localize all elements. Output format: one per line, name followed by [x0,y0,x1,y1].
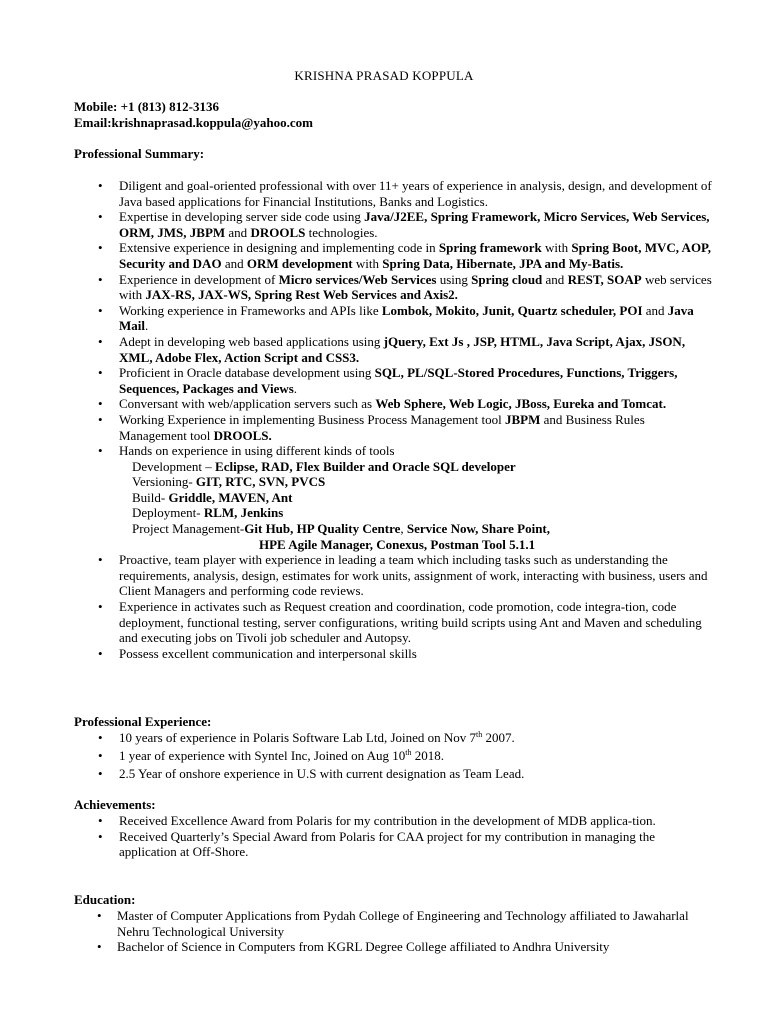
list-item: • 2.5 Year of onshore experience in U.S with current designation as Team Lead. [74,766,714,782]
list-item: • Proficient in Oracle database development using SQL, PL/SQL-Stored Procedures, Functions, Triggers, Sequences, Packages and Views. [74,365,714,396]
summary-list [74,178,714,661]
email-line: Email:krishnaprasad.koppula@yahoo.com [74,115,313,130]
list-item: • Received Quarterly’s Special Award from Polaris for CAA project for my contribution in managing the application at Off-Shore. [74,829,714,860]
achievements-heading: Achievements: [74,797,156,812]
list-item: • Proactive, team player with experience in leading a team which including tasks such as understanding the requirements, analysis, design, estimates for work units, assignment of work, interacting with business, users and Client Managers and performing code reviews. [74,552,714,599]
list-item: • Diligent and goal-oriented professional with over 11+ years of experience in analysis, design, and development of Java based applications for Financial Institutions, Banks and Logistics. [74,178,714,209]
list-item: • 1 year of experience with Syntel Inc, Joined on Aug 10th 2018. [74,748,714,766]
education-list [74,908,714,955]
tools-list: Development – Eclipse, RAD, Flex Builder and Oracle SQL developer Versioning- GIT, RTC, SVN, PVCS Build- Griddle, MAVEN, Ant Deployment- RLM, Jenkins Project Management-Git Hub, HP Quality Centre, Service Now, Share Point, HPE Agile Manager, Conexus, Postman Tool 5.1.1 [132,458,551,552]
tools-item: • Hands on experience in using different kinds of tools Development – Eclipse, RAD, Flex Builder and Oracle SQL developer Versioning- GIT, RTC, SVN, PVCS Build- Griddle, MAVEN, Ant Deployment- RLM, Jenkins Project Management-Git Hub, HP Quality Centre, Service Now, Share Point, HPE Agile Manager, Conexus, Postman Tool 5.1.1 [74,443,714,552]
list-item: • Experience in development of Micro services/Web Services using Spring cloud and REST, SOAP web services with JAX-RS, JAX-WS, Spring Rest Web Services and Axis2. [74,272,714,303]
list-item: • Bachelor of Science in Computers from KGRL Degree College affiliated to Andhra University [74,939,714,955]
list-item: • Extensive experience in designing and implementing code in Spring framework with Spring Boot, MVC, AOP, Security and DAO and ORM development with Spring Data, Hibernate, JPA and My-Batis. [74,240,714,271]
summary-heading: Professional Summary: [74,146,205,161]
achievements-list [74,813,714,860]
list-item: • Adept in developing web based applications using jQuery, Ext Js , JSP, HTML, Java Script, Ajax, JSON, XML, Adobe Flex, Action Script and CSS3. [74,334,714,365]
list-item: • Working experience in Frameworks and APIs like Lombok, Mokito, Junit, Quartz scheduler, POI and Java Mail. [74,303,714,334]
candidate-name: KRISHNA PRASAD KOPPULA [294,68,474,83]
list-item: • Experience in activates such as Request creation and coordination, code promotion, code integra-tion, code deployment, functional testing, server configurations, writing build scripts using Ant and Maven and scheduling and executing jobs on Tivoli job scheduler and Autopsy. [74,599,714,646]
list-item: • Received Excellence Award from Polaris for my contribution in the development of MDB applica-tion. [74,813,714,829]
list-item: • Working Experience in implementing Business Process Management tool JBPM and Business Rules Management tool DROOLS. [74,412,714,443]
list-item: • Possess excellent communication and interpersonal skills [74,646,714,662]
contact-block [74,99,313,131]
education-heading: Education: [74,892,136,907]
list-item: • Master of Computer Applications from Pydah College of Engineering and Technology affiliated to Jawaharlal Nehru Technological University [74,908,714,939]
list-item: • Conversant with web/application servers such as Web Sphere, Web Logic, JBoss, Eureka and Tomcat. [74,396,714,412]
list-item: • 10 years of experience in Polaris Software Lab Ltd, Joined on Nov 7th 2007. [74,730,714,748]
experience-list [74,730,714,782]
list-item: • Expertise in developing server side code using Java/J2EE, Spring Framework, Micro Services, Web Services, ORM, JMS, JBPM and DROOLS technologies. [74,209,714,240]
experience-heading: Professional Experience: [74,714,212,729]
mobile-line: Mobile: +1 (813) 812-3136 [74,99,219,114]
